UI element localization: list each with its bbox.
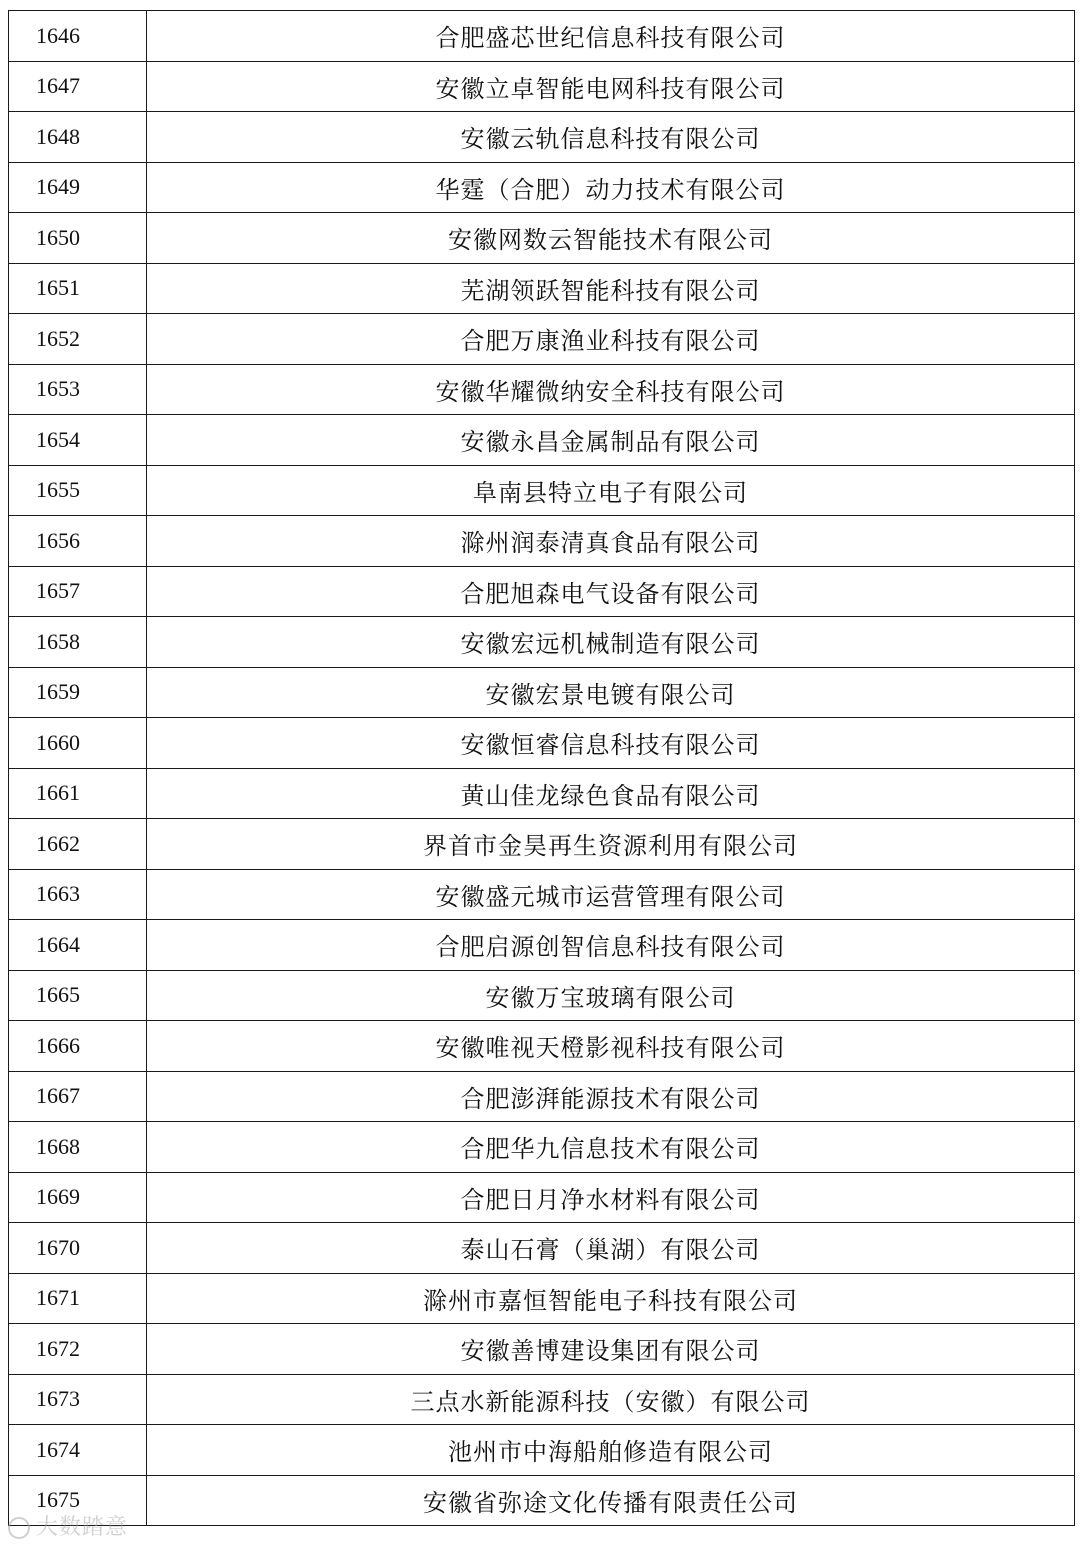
row-number-cell: 1665: [9, 970, 147, 1021]
row-number-cell: 1652: [9, 314, 147, 365]
row-number-cell: 1648: [9, 112, 147, 163]
table-row: [9, 869, 1075, 920]
company-name-cell: 安徽恒睿信息科技有限公司: [147, 718, 1075, 769]
watermark: [8, 1510, 128, 1541]
table-row: [9, 61, 1075, 112]
company-name-cell: 合肥盛芯世纪信息科技有限公司: [147, 11, 1075, 62]
row-number-cell: 1662: [9, 819, 147, 870]
row-number-cell: 1667: [9, 1071, 147, 1122]
company-name-cell: 安徽华耀微纳安全科技有限公司: [147, 364, 1075, 415]
table-row: [9, 617, 1075, 668]
table-row: [9, 263, 1075, 314]
table-row: [9, 768, 1075, 819]
row-number-cell: 1671: [9, 1273, 147, 1324]
row-number-cell: 1668: [9, 1122, 147, 1173]
row-number-cell: 1654: [9, 415, 147, 466]
table-row: [9, 1021, 1075, 1072]
watermark-text: 大数踏意: [36, 1515, 129, 1540]
company-name-cell: 滁州润泰清真食品有限公司: [147, 516, 1075, 567]
row-number-cell: 1673: [9, 1374, 147, 1425]
company-name-cell: 安徽善博建设集团有限公司: [147, 1324, 1075, 1375]
company-name-cell: 安徽永昌金属制品有限公司: [147, 415, 1075, 466]
watermark-logo-icon: [8, 1517, 30, 1539]
table-row: [9, 364, 1075, 415]
row-number-cell: 1649: [9, 162, 147, 213]
row-number-cell: 1670: [9, 1223, 147, 1274]
table-row: [9, 1324, 1075, 1375]
table-row: [9, 314, 1075, 365]
table-row: [9, 415, 1075, 466]
table-row: [9, 718, 1075, 769]
table-row: [9, 819, 1075, 870]
table-row: [9, 1172, 1075, 1223]
company-name-cell: 三点水新能源科技（安徽）有限公司: [147, 1374, 1075, 1425]
company-list-table-container: [8, 10, 1075, 1526]
company-name-cell: 滁州市嘉恒智能电子科技有限公司: [147, 1273, 1075, 1324]
table-row: [9, 566, 1075, 617]
table-row: [9, 1374, 1075, 1425]
table-row: [9, 1071, 1075, 1122]
table-row: [9, 465, 1075, 516]
table-body: [9, 11, 1075, 1526]
company-name-cell: 安徽云轨信息科技有限公司: [147, 112, 1075, 163]
table-row: [9, 1475, 1075, 1526]
row-number-cell: 1669: [9, 1172, 147, 1223]
row-number-cell: 1647: [9, 61, 147, 112]
row-number-cell: 1660: [9, 718, 147, 769]
table-row: [9, 213, 1075, 264]
table-row: [9, 1273, 1075, 1324]
company-name-cell: 安徽唯视天橙影视科技有限公司: [147, 1021, 1075, 1072]
company-name-cell: 安徽盛元城市运营管理有限公司: [147, 869, 1075, 920]
table-row: [9, 667, 1075, 718]
table-row: [9, 920, 1075, 971]
company-name-cell: 安徽宏景电镀有限公司: [147, 667, 1075, 718]
row-number-cell: 1650: [9, 213, 147, 264]
company-name-cell: 阜南县特立电子有限公司: [147, 465, 1075, 516]
row-number-cell: 1657: [9, 566, 147, 617]
company-name-cell: 安徽万宝玻璃有限公司: [147, 970, 1075, 1021]
company-name-cell: 合肥澎湃能源技术有限公司: [147, 1071, 1075, 1122]
row-number-cell: 1658: [9, 617, 147, 668]
table-row: [9, 970, 1075, 1021]
row-number-cell: 1663: [9, 869, 147, 920]
row-number-cell: 1646: [9, 11, 147, 62]
company-name-cell: 安徽网数云智能技术有限公司: [147, 213, 1075, 264]
company-name-cell: 合肥旭森电气设备有限公司: [147, 566, 1075, 617]
company-name-cell: 池州市中海船舶修造有限公司: [147, 1425, 1075, 1476]
row-number-cell: 1653: [9, 364, 147, 415]
company-name-cell: 界首市金昊再生资源利用有限公司: [147, 819, 1075, 870]
row-number-cell: 1666: [9, 1021, 147, 1072]
company-name-cell: 泰山石膏（巢湖）有限公司: [147, 1223, 1075, 1274]
company-list-table: [8, 10, 1075, 1526]
row-number-cell: 1659: [9, 667, 147, 718]
row-number-cell: 1664: [9, 920, 147, 971]
row-number-cell: 1675: [9, 1475, 147, 1526]
company-name-cell: 安徽立卓智能电网科技有限公司: [147, 61, 1075, 112]
row-number-cell: 1655: [9, 465, 147, 516]
company-name-cell: 合肥万康渔业科技有限公司: [147, 314, 1075, 365]
row-number-cell: 1656: [9, 516, 147, 567]
table-row: [9, 162, 1075, 213]
company-name-cell: 安徽宏远机械制造有限公司: [147, 617, 1075, 668]
company-name-cell: 安徽省弥途文化传播有限责任公司: [147, 1475, 1075, 1526]
company-name-cell: 华霆（合肥）动力技术有限公司: [147, 162, 1075, 213]
row-number-cell: 1674: [9, 1425, 147, 1476]
company-name-cell: 黄山佳龙绿色食品有限公司: [147, 768, 1075, 819]
row-number-cell: 1651: [9, 263, 147, 314]
row-number-cell: 1661: [9, 768, 147, 819]
table-row: [9, 11, 1075, 62]
table-row: [9, 1425, 1075, 1476]
company-name-cell: 合肥华九信息技术有限公司: [147, 1122, 1075, 1173]
company-name-cell: 芜湖领跃智能科技有限公司: [147, 263, 1075, 314]
table-row: [9, 1223, 1075, 1274]
table-row: [9, 1122, 1075, 1173]
row-number-cell: 1672: [9, 1324, 147, 1375]
company-name-cell: 合肥日月净水材料有限公司: [147, 1172, 1075, 1223]
table-row: [9, 112, 1075, 163]
company-name-cell: 合肥启源创智信息科技有限公司: [147, 920, 1075, 971]
table-row: [9, 516, 1075, 567]
